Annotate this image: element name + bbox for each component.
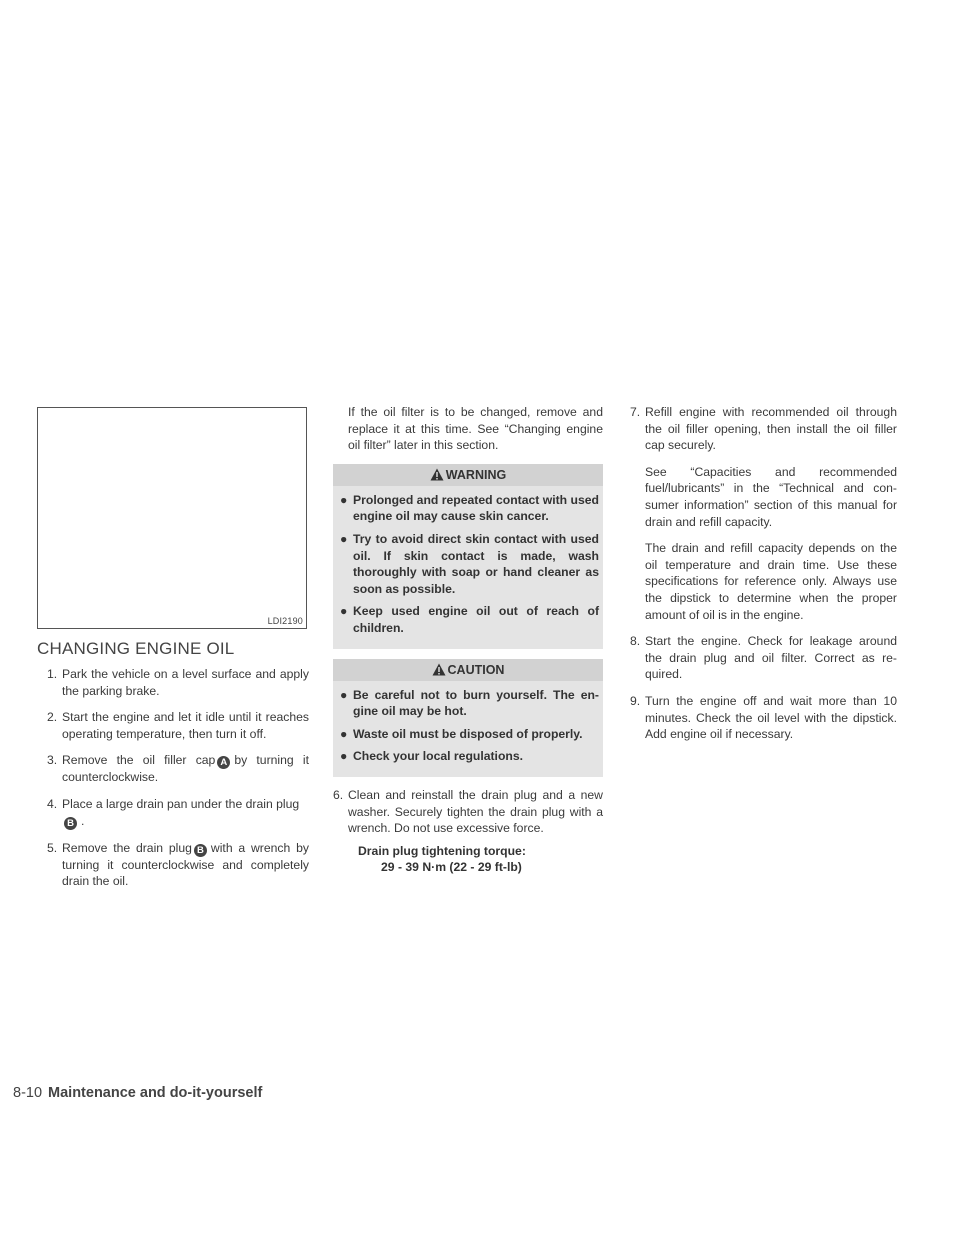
torque-label: Drain plug tightening torque: <box>358 843 526 858</box>
step-text: Remove the drain plug <box>62 840 192 855</box>
bullet: ● <box>340 492 348 507</box>
page-footer <box>13 1085 262 1101</box>
column-2 <box>333 404 603 886</box>
step-text: Place a large drain pan under the drain plug <box>62 796 300 811</box>
caution-body <box>333 681 603 777</box>
warning-box <box>333 464 603 649</box>
step-number: 1. <box>47 667 58 681</box>
step-text: Start the engine. Check for leakage around the drain plug and oil filter. Correct as re-quired. <box>645 634 897 682</box>
step-3 <box>47 752 309 786</box>
bullet: ● <box>340 726 348 741</box>
caution-text: Be careful not to burn yourself. The en-gine oil may be hot. <box>353 687 599 719</box>
column-3 <box>630 404 897 753</box>
caution-text: Check your local regulations. <box>353 749 523 764</box>
step-text: Start the engine and let it idle until it reaches operating temperature, then turn it off. <box>62 710 309 741</box>
illustration-figure <box>37 407 307 629</box>
caution-item <box>337 687 599 720</box>
caution-item <box>337 726 599 743</box>
bullet: ● <box>340 749 348 764</box>
step-text: . <box>81 813 85 828</box>
caution-header <box>333 659 603 681</box>
section-title: CHANGING ENGINE OIL <box>37 639 235 658</box>
bullet: ● <box>340 604 348 619</box>
column-1 <box>47 666 309 900</box>
bullet: ● <box>340 687 348 702</box>
step-number: 9. <box>630 693 641 708</box>
callout-a-marker: A <box>217 756 230 769</box>
warning-header <box>333 464 603 486</box>
step-text: Refill engine with recommended oil through the oil filler opening, then install the oil filler cap securely. <box>645 405 897 453</box>
warning-text: Try to avoid direct skin contact with used oil. If skin contact is made, wash thoroughly with soap or hand cleaner as soon as possible. <box>353 531 599 596</box>
caution-triangle-icon <box>432 661 446 683</box>
warning-text: Prolonged and repeated contact with used engine oil may cause skin cancer. <box>353 492 599 524</box>
warning-item <box>337 531 599 597</box>
torque-value: 29 - 39 N·m (22 - 29 ft-lb) <box>381 860 522 875</box>
step-number: 7. <box>630 405 641 419</box>
step-5 <box>47 840 309 890</box>
step-number: 2. <box>47 710 58 725</box>
step-text: Clean and reinstall the drain plug and a new washer. Securely tighten the drain plug with a wrench. Do not use excessive force. <box>348 787 603 836</box>
callout-b-marker: B <box>64 817 77 830</box>
step-2 <box>47 709 309 742</box>
bullet: ● <box>340 531 348 546</box>
page-number: 8-10 <box>13 1085 43 1101</box>
warning-title: WARNING <box>445 467 507 482</box>
warning-item <box>337 492 599 525</box>
capacity-reference-text: See “Capacities and recommended fuel/lubricants” in the “Technical and con-sumer information” section of this manual for drain and refill capacity. <box>645 464 897 529</box>
step-7 <box>630 404 897 454</box>
caution-title: CAUTION <box>447 662 505 677</box>
figure-label: LDI2190 <box>267 616 303 626</box>
step-number: 8. <box>630 634 641 649</box>
caution-text: Waste oil must be disposed of properly. <box>353 726 583 741</box>
step-number: 5. <box>47 840 58 855</box>
step-text: by turning it counterclockwise. <box>62 753 309 785</box>
filter-note: If the oil filter is to be changed, remove and replace it at this time. See “Changing engine oil filter” later in this section. <box>348 405 603 453</box>
caution-box <box>333 659 603 777</box>
capacity-note-text: The drain and refill capacity depends on the oil temperature and drain time. Use these specifications for reference only. Always use the dipstick to determine when the proper amount of oil is in the engine. <box>645 541 897 622</box>
step-text: Turn the engine off and wait more than 10 minutes. Check the oil level with the dipstick. Add engine oil if necessary. <box>645 693 897 742</box>
step-text: Remove the oil filler cap <box>62 753 216 768</box>
step-8 <box>630 633 897 683</box>
warning-text: Keep used engine oil out of reach of children. <box>353 604 599 635</box>
callout-b-marker: B <box>194 844 207 857</box>
caution-item <box>337 748 599 765</box>
step-1 <box>47 666 309 699</box>
step-number: 6. <box>333 787 344 802</box>
step-6 <box>333 787 603 876</box>
step-number: 3. <box>47 753 58 768</box>
warning-body <box>333 486 603 649</box>
warning-triangle-icon <box>430 466 444 488</box>
warning-item <box>337 603 599 636</box>
step-text: with a wrench by turning it counterclockwise and completely drain the oil. <box>62 840 309 889</box>
step-number: 4. <box>47 796 58 811</box>
step-4 <box>47 796 309 830</box>
footer-section-title: Maintenance and do-it-yourself <box>48 1085 263 1101</box>
step-9 <box>630 693 897 743</box>
step-text: Park the vehicle on a level surface and apply the parking brake. <box>62 667 309 698</box>
